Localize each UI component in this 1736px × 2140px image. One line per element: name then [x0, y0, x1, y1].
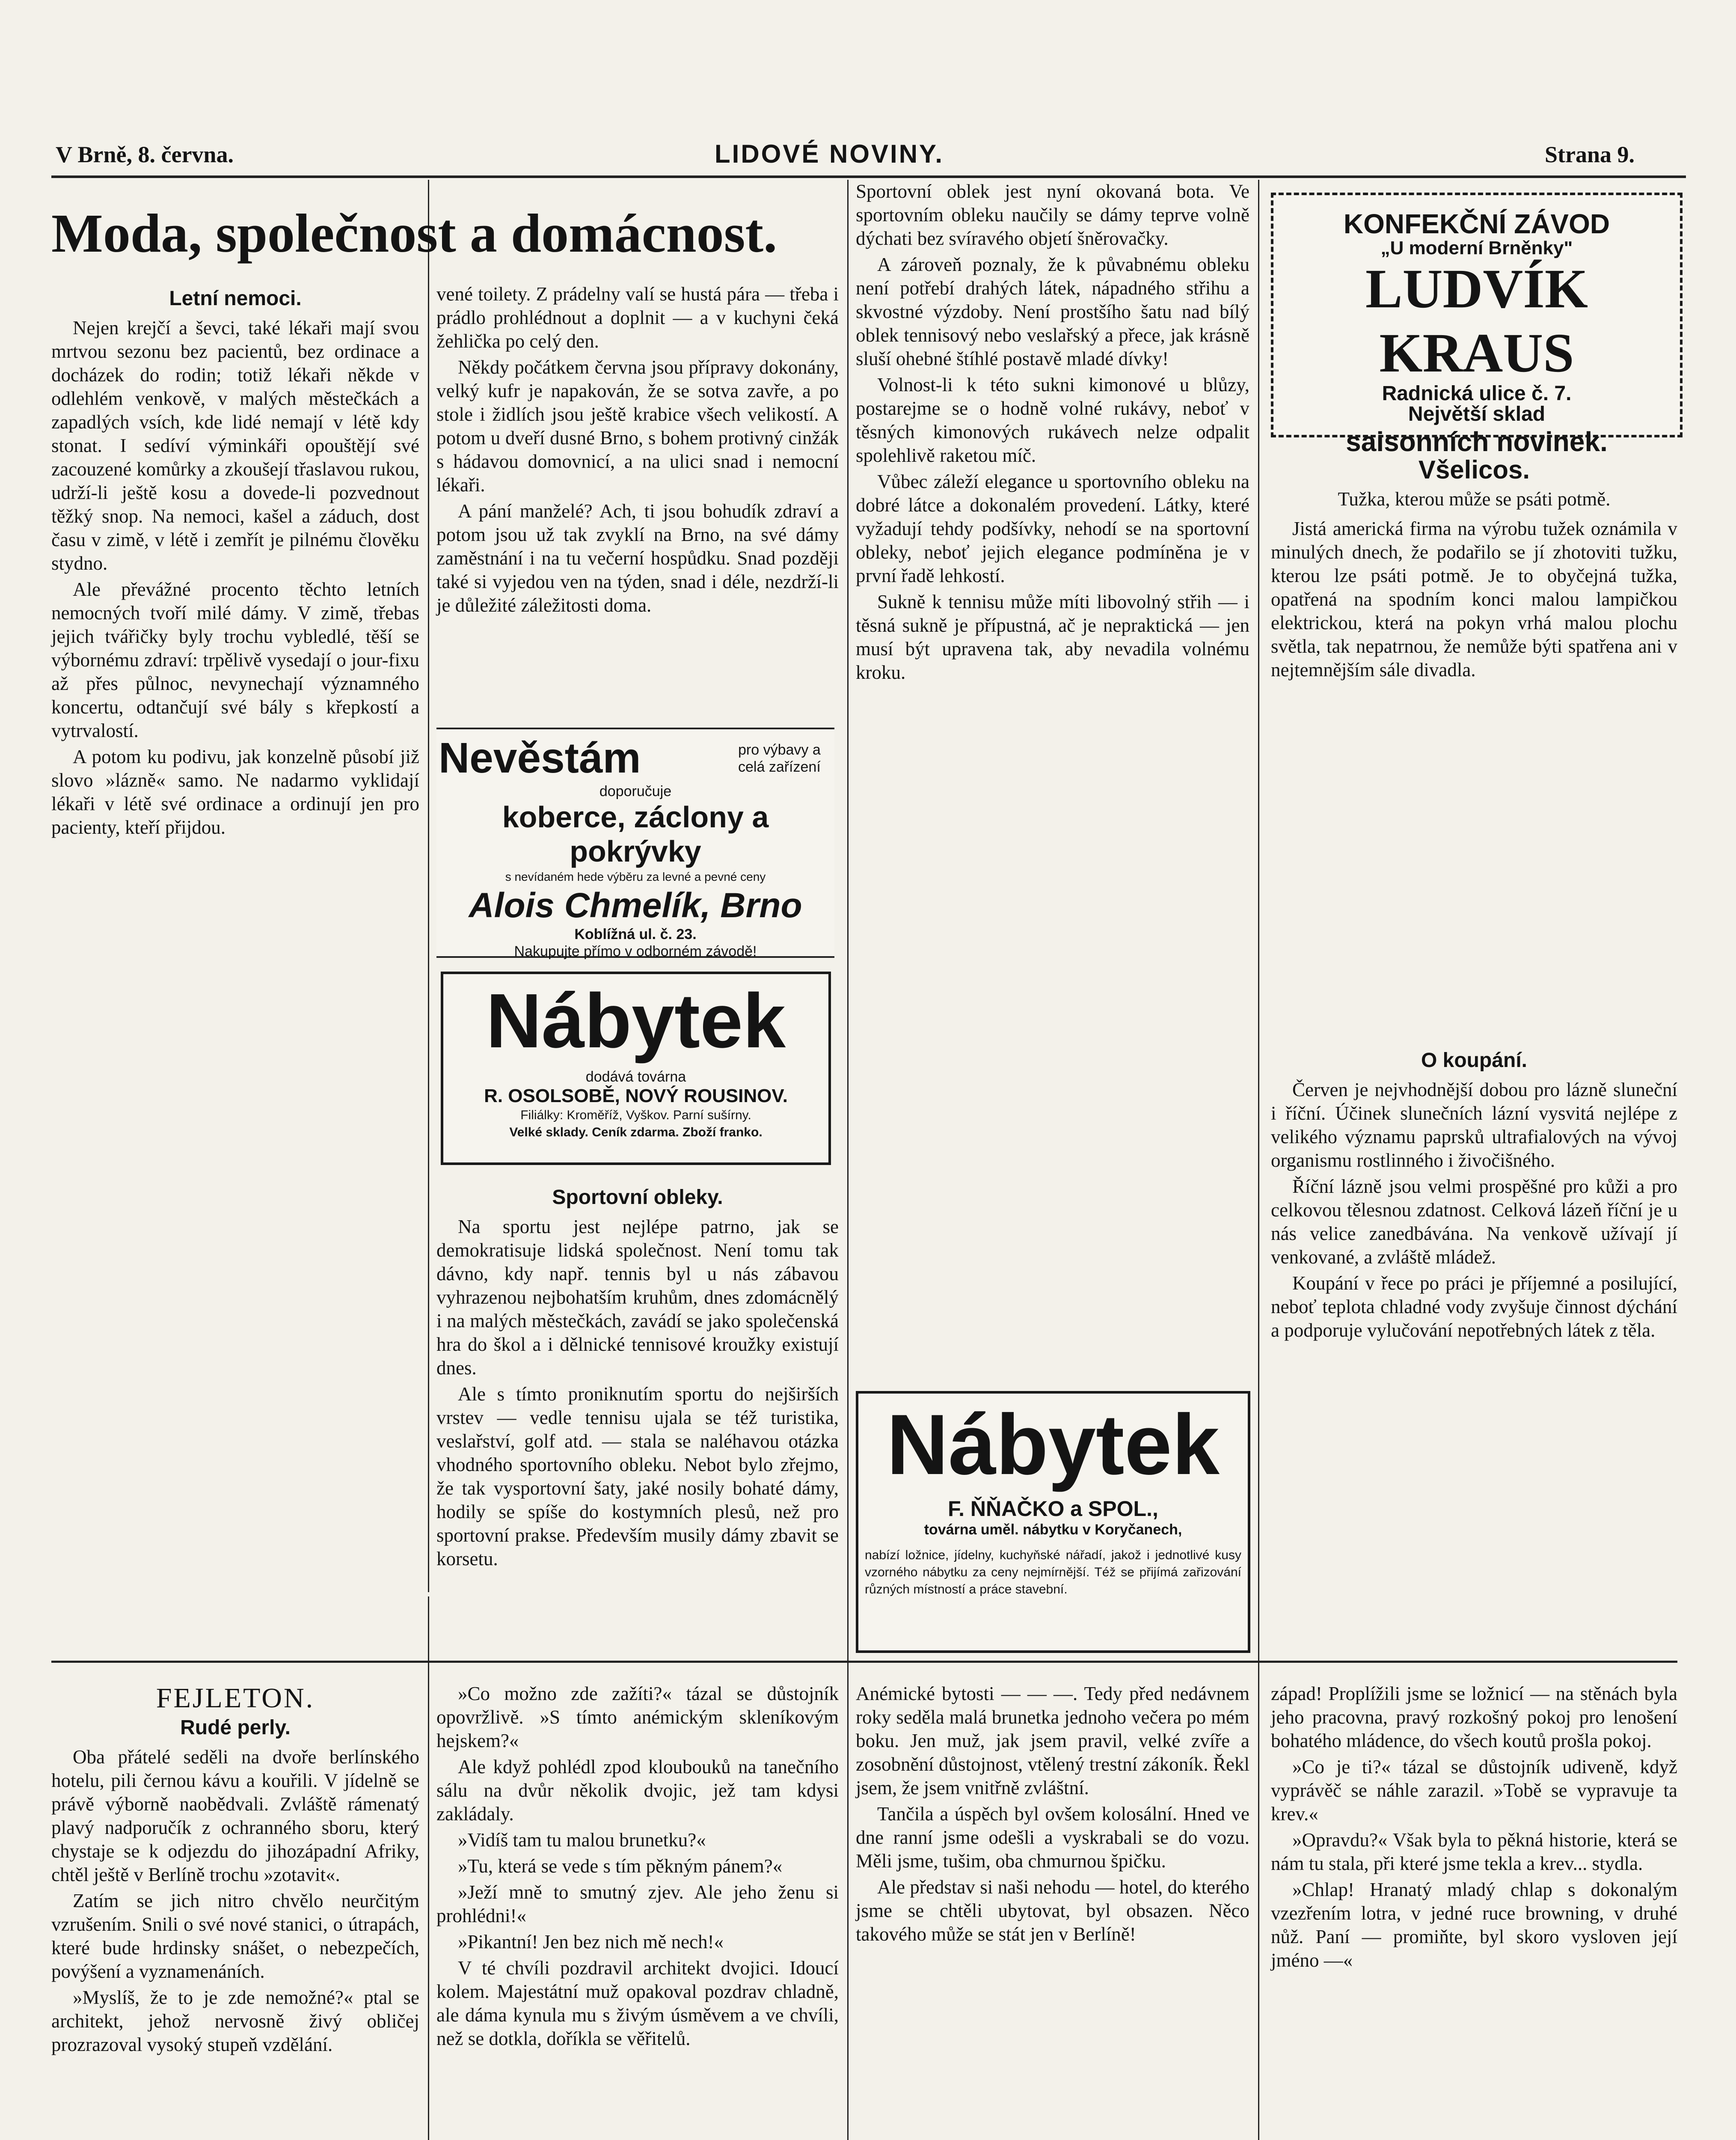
- ad-nabytek-osolsobe: [441, 972, 831, 1165]
- paragraph: »Co možno zde zažíti?« tázal se důstojník opovržlivě. »S tímto anémickým skleníkovým hejskem?«: [436, 1683, 839, 1751]
- paragraph: Ale představ si naši nehodu — hotel, do kterého jsme se chtěli ubytovat, byl obsazen. Něco takového může se stát jen v Berlíně!: [856, 1876, 1249, 1945]
- ad-address: Koblížná ul. č. 23.: [574, 926, 697, 942]
- feuilleton: [51, 1682, 419, 2140]
- paragraph: vené toilety. Z prádelny valí se hustá pára — třeba i prádlo prohlédnout a doplnit — a v kuchyni čeká žehlička po celý den.: [436, 283, 839, 352]
- ad-products: koberce, záclony a pokrývky: [502, 800, 769, 868]
- paragraph: Oba přátelé seděli na dvoře berlínského hotelu, pili černou kávu a kouřili. V jídelně se právě výborně naobědvali. Zvláště rámenatý plavý nadporučík z ochranného sboru, který chystaje se k odjezdu do jihozápadní Afriky, chtěl ještě v Berlíně trochu »zotavit«.: [51, 1746, 419, 1885]
- ad-text: dodává továrna: [585, 1069, 686, 1085]
- article-sportovni-obleky: [436, 1181, 839, 1665]
- article-title: O koupání.: [1421, 1049, 1527, 1072]
- issue-date: V Brně, 8. června.: [56, 142, 234, 167]
- paragraph: »Myslíš, že to je zde nemožné?« ptal se architekt, jehož nervosně živý obličej prozrazoval vysoký stupeň vzdělání.: [51, 1987, 419, 2055]
- article-letni-nemoci: [51, 282, 419, 1648]
- section-title: Moda, společnost a domácnost.: [51, 203, 777, 264]
- paragraph: Volnost-li k této sukni kimonové u blůzy, postarejme se o hodně volné rukávy, neboť v těsných kimonových rukávech nelze odpalit spolehlivě raketou míč.: [856, 374, 1249, 466]
- feuilleton-col-4: [1271, 1682, 1677, 2140]
- page-number: Strana 9.: [1545, 142, 1635, 167]
- ad-nevestam: [436, 728, 834, 958]
- feuilleton-col-3: [856, 1682, 1249, 2140]
- ad-headline: Nevěstám: [439, 734, 641, 782]
- column-rule-2: [847, 180, 849, 2140]
- feuilleton-title: Rudé perly.: [180, 1716, 291, 1739]
- paragraph: Anémické bytosti — — —. Tedy před nedávnem roky seděla malá brunetka jednoho večera po mém boku. Jen muž, jak jsem pravil, velké zvíře a zosobnění důstojnost, vtělený trestní zákoník. Řekl jsem, že jsem vnitřně zvláštní.: [856, 1683, 1249, 1798]
- ad-address: Radnická ulice č. 7.: [1382, 382, 1572, 405]
- paragraph: Nejen krejčí a ševci, také lékaři mají svou mrtvou sezonu bez pacientů, bez ordinace a docházek do rodin; totiž lékaři někde v odlehlém venkově, v malých městečkách a zapadlých vsích, kde lidé nemají v létě kdy stonat. I sedíví výminkáři opouštějí své zacouzené komůrky a zkoušejí třaslavou rukou, udrží-li ještě kosu a dovede-li pozvednout těžký snop. Na nemoci, kašel a záduch, dost času v zimě, v létě i zemřít je pilnému člověku stydno.: [51, 317, 419, 574]
- article-o-koupani: [1271, 1044, 1677, 1661]
- ad-line: Největší sklad: [1408, 403, 1546, 425]
- ad-headline: Nábytek: [486, 978, 786, 1064]
- paragraph: Někdy počátkem června jsou přípravy dokonány, velký kufr je napakován, že se sotva zavře, a po stole i židlích jsou ještě krabice všech velikostí. A potom u dveří dusné Brno, s bohem protivný cinžák s hádavou domovnicí, a na ulici snad i nemocní lékaři.: [436, 357, 839, 496]
- ad-text: s nevídaném hede výběru za levné a pevné ceny: [505, 870, 766, 883]
- paragraph: Ale s tímto proniknutím sportu do nejširších vrstev — vedle tennisu ujala se též turistika, veslařství, golf atd. — stala se naléhavou otázka vhodného sportovního obleku. Nebot bylo zřejmo, že tak vysportovní šaty, jaké nosily bohaté dámy, hodily se spíše do kostymních plesů, než pro sportovní prakse. Především musily dámy zbavit se korsetu.: [436, 1383, 839, 1569]
- paragraph: Sukně k tennisu může míti libovolný střih — i těsná sukně je přípustná, ač je nepraktická — jen musí být upravena tak, aby nevadila volnému kroku.: [856, 591, 1249, 683]
- article-subtitle: Tužka, kterou může se psáti potmě.: [1338, 488, 1611, 510]
- paragraph: Jistá americká firma na výrobu tužek oznámila v minulých dnech, že podařilo se jí zhotoviti tužku, kterou lze psáti potmě. Je to obyčejná tužka, opatřená na spodním konci malou lampičkou elektrickou, která na pokyn vrhá malou plochu světla, tak nepatrnou, že nemůže býti spatřena ani v nejtemnějším sále divadla.: [1271, 518, 1677, 681]
- masthead: LIDOVÉ NOVINY.: [715, 140, 944, 168]
- paragraph: Tančila a úspěch byl ovšem kolosální. Hned ve dne ranní jsme odešli a vyskrabali se do vozu. Měli jsme, tušim, oba chmurnou špičku.: [856, 1803, 1249, 1872]
- ad-text: pro výbavy a celá zařízení: [738, 741, 821, 775]
- paragraph: »Ježí mně to smutný zjev. Ale jeho ženu si prohlédni!«: [436, 1881, 839, 1926]
- ad-name: LUDVÍK KRAUS: [1365, 258, 1588, 384]
- ad-firm: R. OSOLSOBĚ, NOVÝ ROUSINOV.: [484, 1085, 788, 1106]
- ad-text: doporučuje: [599, 783, 672, 800]
- paragraph: »Opravdu?« Však byla to pěkná historie, která se nám tu stala, při které jsme tekla a krev... stydla.: [1271, 1829, 1677, 1874]
- article-continued: [436, 282, 839, 710]
- feuilleton-col-2: [436, 1682, 839, 2140]
- ad-line: saisonních novinek.: [1346, 426, 1608, 457]
- column-rule-1b: [428, 1596, 429, 2140]
- paragraph: Koupání v řece po práci je příjemné a posilující, neboť teplota chladné vody zvyšuje činnost dýchání a podporuje vylučování nepotřebných látek z těla.: [1271, 1272, 1677, 1341]
- ad-firm: F. ŇŇAČKO a SPOL.,: [948, 1497, 1158, 1521]
- ad-footer: Nakupujte přímo v odborném závodě!: [514, 943, 757, 960]
- paragraph: Na sportu jest nejlépe patrno, jak se demokratisuje lidská společnost. Není tomu tak dávno, kdy např. tennis byl u nás zábavou vyhrazenou nejbohatším kruhům, dnes zdomácnělý i na malých městečkách, zavádí se jako společenská hra do škol a i dělnické tennisové kroužky existují dnes.: [436, 1216, 839, 1379]
- ad-subtitle: továrna uměl. nábytku v Koryčanech,: [924, 1522, 1182, 1538]
- ad-text: Filiálky: Kroměříž, Vyškov. Parní sušírny.: [520, 1108, 751, 1122]
- paragraph: Sportovní oblek jest nyní okovaná bota. Ve sportovním obleku naučily se dámy teprve volně dýchati bez svíravého objetí šněrovačky.: [856, 181, 1249, 249]
- paragraph: západ! Proplížili jsme se ložnicí — na stěnách byla jeho pracovna, pravý rozkošný pokoj pro lenošení bohatého mládence, do všech koutů prošla pokoj.: [1271, 1683, 1677, 1751]
- ad-text: Velké sklady. Ceník zdarma. Zboží franko.: [509, 1125, 763, 1139]
- article-title: Letní nemoci.: [169, 287, 302, 310]
- paragraph: Ale když pohlédl zpod kloubouků na tanečního sálu na dvůr několik dvojic, jež tam kdysi zakládaly.: [436, 1756, 839, 1825]
- paragraph: V té chvíli pozdravil architekt dvojici. Idoucí kolem. Majestátní muž opakoval pozdrav chladně, ale dáma kynula mu s živým úsměvem a ve chvíli, než se dotkla, doříkla se věřitelů.: [436, 1957, 839, 2049]
- paragraph: »Co je ti?« tázal se důstojník udiveně, když vyprávěč se náhle zarazil. »Tobě se vypravuje ta krev.«: [1271, 1756, 1677, 1825]
- ad-nabytek-nacko: [856, 1391, 1250, 1653]
- paragraph: Červen je nejvhodnější dobou pro lázně sluneční i říční. Účinek slunečních lázní vysvitá nejlépe z velikého významu paprsků ultrafialových na vývoj organismu rostlinného i živočišného.: [1271, 1079, 1677, 1171]
- ad-line: „U moderní Brněnky": [1380, 238, 1573, 259]
- feuilleton-rule: [51, 1661, 1677, 1663]
- ad-headline: Nábytek: [886, 1397, 1220, 1492]
- paragraph: Říční lázně jsou velmi prospěšné pro kůži a pro celkovou tělesnou zdatnost. Celková lázeň říční je u nás velice zanedbávána. Na venkově užívají jí venkované, a zvláště mládež.: [1271, 1176, 1677, 1268]
- column-rule-1: [428, 180, 429, 1592]
- article-vselicos: [1271, 454, 1677, 1031]
- article-title: Všelicos.: [1418, 455, 1530, 484]
- paragraph: Vůbec záleží elegance u sportovního obleku na dobré látce a dokonalém provedení. Látky, které vyžadují tehdy podšívky, nehodí se na sportovní obleky, neboť jejich elegance podmíněna je v první řadě lehkostí.: [856, 471, 1249, 586]
- article-title: Sportovní obleky.: [552, 1186, 723, 1209]
- paragraph: Ale převážné procento těchto letních nemocných tvoří milé dámy. V zimě, třebas jejich tvářičky byly trochu vybledlé, těší se výbornému zdraví: trpělivě vysedají o jour-fixu až přes půlnoc, nevynechají významného koncertu, odtančují své bály s křepkostí a vytrvalostí.: [51, 579, 419, 741]
- paragraph: A zároveň poznaly, že k půvabnému obleku není potřebí drahých látek, nápadného střihu a skvostné výzdoby. Není prostšího šatu nad bílý oblek tennisový nebo veslařský a přece, jak krásně sluší ohebné štíhlé postavě mladé dívky!: [856, 254, 1249, 369]
- ad-body: nabízí ložnice, jídelny, kuchyňské nářadí, jakož i jednotlivé kusy vzorného nábytku za ceny nejmírnější. Též se přijímá zařizování různých místností a práce stavební.: [865, 1548, 1241, 1596]
- paragraph: A pání manželé? Ach, ti jsou bohudík zdraví a potom jsou už tak zvyklí na Brno, na své dámy zaměstnání i na tu večerní hospůdku. Snad později také si vyjedou ven na týden, snad i déle, nezdrží-li je důležité záležitosti doma.: [436, 500, 839, 616]
- header-rule: [51, 175, 1686, 178]
- paragraph: »Tu, která se vede s tím pěkným pánem?«: [458, 1855, 783, 1877]
- ad-kraus: [1271, 193, 1683, 457]
- paragraph: A potom ku podivu, jak konzelně působí již slovo »lázně« samo. Ne nadarmo vyklidají lékaři v létě své ordinace a ordinují jen pro pacienty, kteří přijdou.: [51, 746, 419, 838]
- article-sport-continued: [856, 180, 1249, 1378]
- paragraph: »Chlap! Hranatý mladý chlap s dokonalým vzezřením lotra, v jedné ruce browning, v druhé nůž. Paní — promiňte, byl skoro vysloven její jméno —«: [1271, 1879, 1677, 1971]
- feuilleton-label: FEJLETON.: [156, 1682, 315, 1714]
- ad-firm: Alois Chmelík, Brno: [469, 886, 802, 925]
- ad-line: KONFEKČNÍ ZÁVOD: [1343, 208, 1610, 239]
- paragraph: »Vidíš tam tu malou brunetku?«: [458, 1829, 706, 1851]
- paragraph: »Pikantní! Jen bez nich mě nech!«: [458, 1931, 724, 1953]
- paragraph: Zatím se jich nitro chvělo neurčitým vzrušením. Snili o své nové stanici, o útrapách, které bude hrdinsky snášet, o nebezpečích, povýšení a vyznamenáních.: [51, 1890, 419, 1982]
- column-rule-3: [1258, 180, 1259, 2140]
